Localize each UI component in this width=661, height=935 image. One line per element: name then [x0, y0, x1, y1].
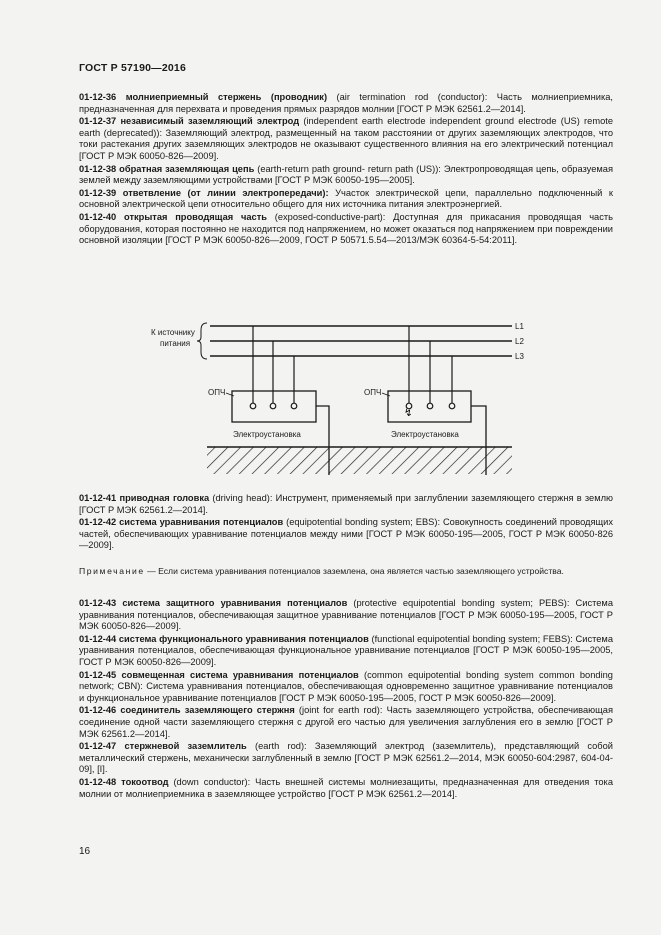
- entry-term-text: система уравнивания потенциалов: [119, 517, 284, 528]
- entry-code: 01-12-46: [79, 705, 117, 716]
- definition-entry: [79, 777, 613, 800]
- entry-definition: (earth-return path ground- return path (US)): Электропроводящая цепь, образуемая землей между заземляющими устройствами [ГОСТ Р МЭК 60050-195—2005].: [79, 163, 613, 186]
- entry-code: 01-12-43: [79, 598, 117, 608]
- entry-definition: (driving head): Инструмент, применяемый при заглублении заземляющего стержня в землю [ГОСТ Р МЭК 62561.2—2014].: [79, 493, 613, 515]
- note: [79, 566, 613, 577]
- entry-definition: Участок электрической цепи, параллельно подключенный к основной электрической цепи относительно общего для них источника питания электроэнергией.: [79, 187, 613, 210]
- source-brace: [197, 323, 207, 359]
- entry-definition: (down conductor): Часть внешней системы молниезащиты, предназначенная для отведения тока молнии от молниеприемника в заземляющее устройство [ГОСТ Р МЭК 62561.2—2014].: [79, 776, 613, 799]
- document-header: ГОСТ Р 57190—2016: [79, 62, 187, 74]
- entry-definition: (functional equipotential bonding system; FEBS): Система уравнивания потенциалов, обеспечивающая функциональное уравнивание потенциалов [ГОСТ Р МЭК 60050-195—2005, ГОСТ Р МЭК 60050-826—2009].: [79, 633, 613, 667]
- entry-code: 01-12-41: [79, 493, 117, 503]
- entry-term: [79, 705, 295, 715]
- entry-term-text: совмещенная система уравнивания потенциалов: [121, 669, 359, 680]
- definitions-block-bottom: [79, 598, 613, 801]
- entry-code: 01-12-47: [79, 741, 117, 752]
- entry-term: [79, 670, 359, 680]
- source-label-line2: питания: [160, 339, 191, 348]
- unit-label-right: Электроустановка: [391, 430, 459, 439]
- entry-code: 01-12-38: [79, 163, 117, 174]
- entry-term: [79, 493, 209, 503]
- entry-term-text: система функционального уравнивания потенциалов: [118, 633, 369, 644]
- entry-definition: (exposed-conductive-part): Доступная для прикасания проводящая часть оборудования, которая постоянно не находится под напряжением, но может оказаться под напряжением при повреждении основной изоляции [ГОСТ Р МЭК 60050-826—2009, ГОСТ Р 50571.5.54—2013/МЭК 60364-5-54:2011].: [79, 211, 613, 246]
- entry-term-text: молниеприемный стержень (проводник): [125, 92, 328, 102]
- entry-code: 01-12-42: [79, 517, 117, 528]
- definition-entry: [79, 493, 613, 516]
- entry-definition: (protective equipotential bonding system; PEBS): Система уравнивания потенциалов, обеспечивающая защитное уравнивание потенциалов [ГОСТ Р МЭК 60050-195—2005, ГОСТ Р МЭК 60050-826—2009].: [79, 598, 613, 632]
- opch-label-right: ОПЧ: [364, 388, 382, 397]
- source-label-line1: К источнику: [151, 328, 195, 337]
- entry-term-text: система защитного уравнивания потенциалов: [122, 598, 348, 608]
- entry-term-text: открытая проводящая часть: [124, 211, 267, 222]
- definition-entry: [79, 705, 613, 740]
- page-number: 16: [79, 846, 91, 857]
- entry-code: 01-12-36: [79, 92, 117, 102]
- entry-code: 01-12-37: [79, 116, 117, 127]
- entry-term: [79, 517, 283, 527]
- entry-definition: (independent earth electrode independent ground electrode (US) remote earth (deprecated)): Заземляющий электрод, размещенный на таком расстоянии от других заземляющих электродов, что токи растекания других заземляющих электродов не оказывают существенного влияния на его электрический потенциал [ГОСТ Р МЭК 60050-826—2009].: [79, 116, 613, 161]
- entry-code: 01-12-44: [79, 633, 117, 644]
- unit-label-left: Электроустановка: [233, 430, 301, 439]
- entry-definition: (air termination rod (conductor): Часть молниеприемника, предназначенная для перехвата и проведения прямых разрядов молнии [ГОСТ Р МЭК 62561.2—2014].: [79, 92, 613, 114]
- definition-entry: [79, 634, 613, 669]
- entry-definition: (equipotential bonding system; EBS): Совокупность соединений проводящих частей, обеспечивающих уравнивание потенциалов между ними [ГОСТ Р МЭК 60050-195—2005, ГОСТ Р МЭК 60050-826—2009].: [79, 517, 614, 551]
- definition-entry: [79, 517, 613, 552]
- entry-term-text: соединитель заземляющего стержня: [120, 705, 295, 716]
- definition-entry: [79, 670, 613, 705]
- definitions-block-mid: [79, 493, 613, 553]
- entry-code: 01-12-39: [79, 187, 117, 198]
- entry-term: [79, 598, 347, 608]
- entry-code: 01-12-48: [79, 776, 117, 787]
- entry-term-text: токоотвод: [121, 776, 169, 787]
- entry-term-text: обратная заземляющая цепь: [119, 163, 255, 174]
- entry-term-text: независимый заземляющий электрод: [120, 116, 300, 127]
- entry-definition: (joint for earth rod): Часть заземляющего устройства, обеспечивающая соединение одной части заземляющего стержня с другой его частью для увеличения заглубления его в землю [ГОСТ Р МЭК 62561.2—2014].: [79, 705, 613, 739]
- entry-term-text: ответвление (от линии электропередачи):: [122, 187, 329, 198]
- entry-term: [79, 634, 369, 644]
- entry-definition: (earth rod): Заземляющий электрод (заземлитель), представляющий собой металлический стержень, механически заглубленный в землю [ГОСТ Р МЭК 62561.2—2014, МЭК 60050-604:2987, 604-04-09], [I].: [79, 741, 614, 775]
- definition-entry: [79, 598, 613, 633]
- entry-term-text: стержневой заземлитель: [124, 741, 247, 752]
- phase-label-l2: L2: [515, 337, 524, 346]
- phase-label-l1: L1: [515, 322, 524, 331]
- earth-hatching: [207, 447, 512, 474]
- entry-code: 01-12-40: [79, 211, 117, 222]
- note-text: — Если система уравнивания потенциалов заземлена, она является частью заземляющего устройства.: [144, 566, 564, 576]
- opch-label-left: ОПЧ: [208, 388, 226, 397]
- fault-icon: ↯: [404, 408, 413, 419]
- entry-term: [79, 741, 247, 751]
- entry-term: [79, 777, 169, 787]
- phase-label-l3: L3: [515, 352, 524, 361]
- entry-definition: (common equipotential bonding system common bonding network; CBN): Система уравнивания потенциалов, обеспечивающая одновременно защитное уравнивание потенциалов и функциональное уравнивание потенциалов [ГОСТ Р МЭК 60050-195—2005, ГОСТ Р МЭК 60050-826—2009].: [79, 669, 613, 703]
- definition-entry: [79, 741, 613, 776]
- note-label: Примечание: [79, 566, 145, 576]
- entry-term-text: приводная головка: [119, 493, 210, 503]
- entry-code: 01-12-45: [79, 669, 117, 680]
